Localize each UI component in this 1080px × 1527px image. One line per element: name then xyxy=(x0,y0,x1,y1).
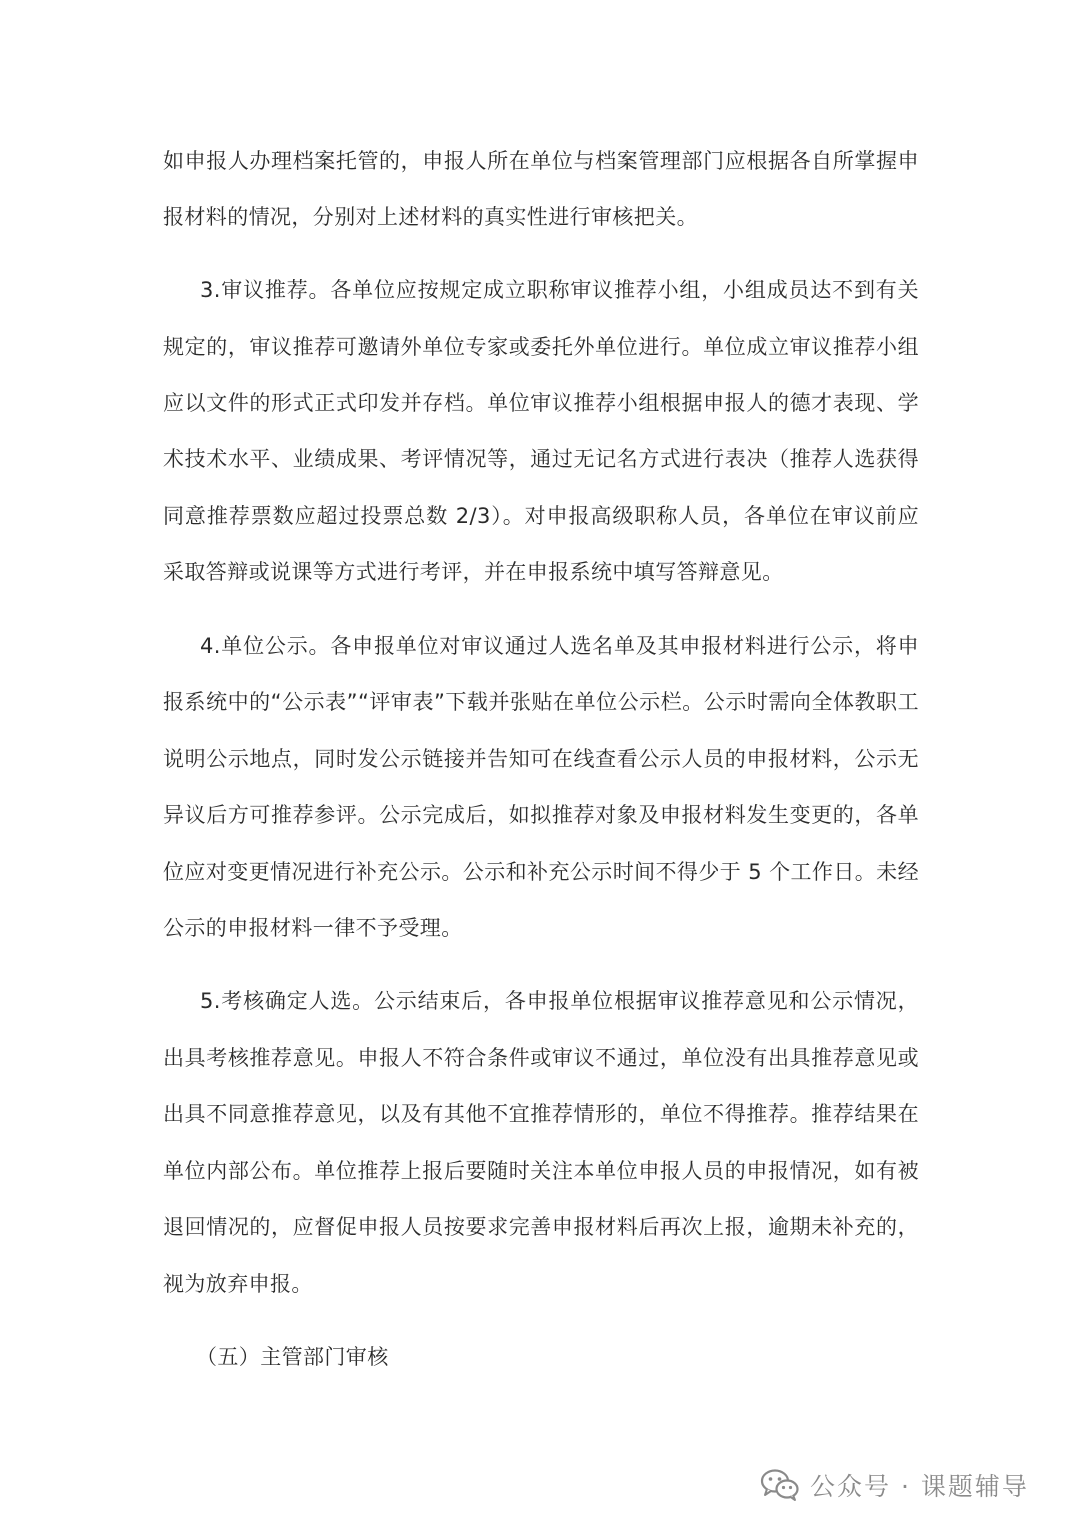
text-line: 应以文件的形式正式印发并存档。单位审议推荐小组根据申报人的德才表现、学 xyxy=(163,391,919,415)
text-line: 退回情况的，应督促申报人员按要求完善申报材料后再次上报，逾期未补充的， xyxy=(163,1215,919,1239)
text-line: 5.考核确定人选。公示结束后，各申报单位根据审议推荐意见和公示情况， xyxy=(200,989,919,1013)
text-line: 说明公示地点，同时发公示链接并告知可在线查看公示人员的申报材料，公示无 xyxy=(163,747,919,771)
text-line: 3.审议推荐。各单位应按规定成立职称审议推荐小组，小组成员达不到有关 xyxy=(200,278,919,302)
wechat-icon xyxy=(760,1468,800,1502)
text-line: 术技术水平、业绩成果、考评情况等，通过无记名方式进行表决（推荐人选获得 xyxy=(163,447,919,471)
text-line: 采取答辩或说课等方式进行考评，并在申报系统中填写答辩意见。 xyxy=(163,560,784,584)
text-line: 单位内部公布。单位推荐上报后要随时关注本单位申报人员的申报情况，如有被 xyxy=(163,1159,919,1183)
text-line: 报材料的情况，分别对上述材料的真实性进行审核把关。 xyxy=(163,205,698,229)
text-line: 视为放弃申报。 xyxy=(163,1272,313,1296)
text-line: 4.单位公示。各申报单位对审议通过人选名单及其申报材料进行公示，将申 xyxy=(200,634,919,658)
text-line: 报系统中的“公示表”“评审表”下载并张贴在单位公示栏。公示时需向全体教职工 xyxy=(163,690,919,714)
text-line: 异议后方可推荐参评。公示完成后，如拟推荐对象及申报材料发生变更的，各单 xyxy=(163,803,919,827)
text-line: 出具考核推荐意见。申报人不符合条件或审议不通过，单位没有出具推荐意见或 xyxy=(163,1046,919,1070)
text-line: 规定的，审议推荐可邀请外单位专家或委托外单位进行。单位成立审议推荐小组 xyxy=(163,335,919,359)
text-line: 出具不同意推荐意见，以及有其他不宜推荐情形的，单位不得推荐。推荐结果在 xyxy=(163,1102,919,1126)
section-heading: （五）主管部门审核 xyxy=(196,1345,389,1369)
watermark xyxy=(760,1462,1029,1508)
text-line: 同意推荐票数应超过投票总数 2/3）。对申报高级职称人员，各单位在审议前应 xyxy=(163,504,919,528)
text-line: 公示的申报材料一律不予受理。 xyxy=(163,916,463,940)
text-line: 如申报人办理档案托管的，申报人所在单位与档案管理部门应根据各自所掌握申 xyxy=(163,149,919,173)
watermark-text: 公众号 · 课题辅导 xyxy=(810,1472,1029,1501)
text-line: 位应对变更情况进行补充公示。公示和补充公示时间不得少于 5 个工作日。未经 xyxy=(163,860,919,884)
